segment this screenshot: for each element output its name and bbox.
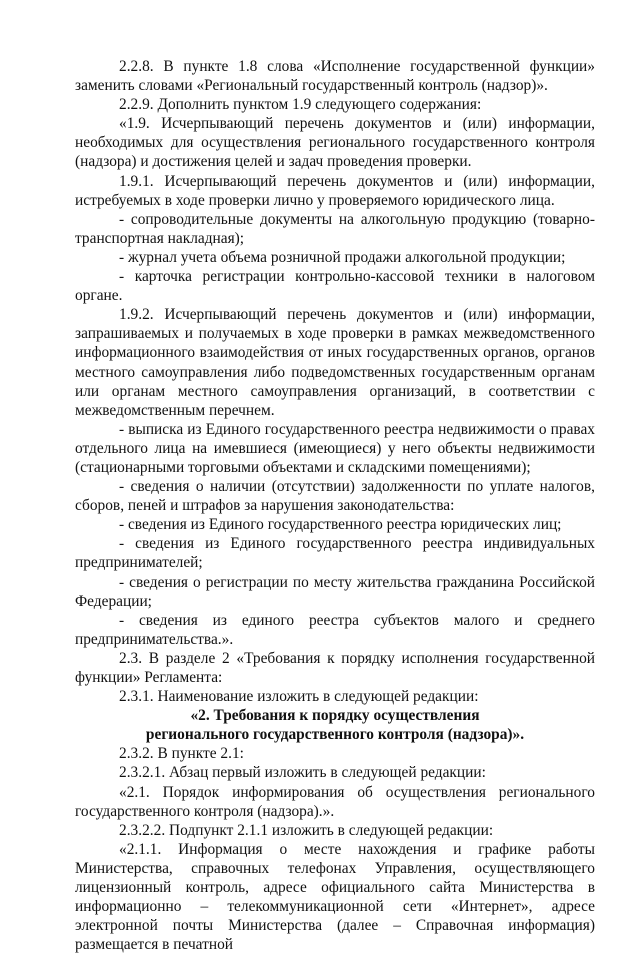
paragraph-p-2-2-8: 2.2.8. В пункте 1.8 слова «Исполнение государственной функции» заменить словами «Региональный государственный контроль (надзор)». [75, 58, 595, 95]
paragraph-p-item-5: - сведения о наличии (отсутствии) задолженности по уплате налогов, сборов, пеней и штрафов за нарушения законодательства: [75, 478, 595, 515]
paragraph-p-item-1: - сопроводительные документы на алкогольную продукцию (товарно-транспортная накладная); [75, 210, 595, 247]
paragraph-p-2-2-9: 2.2.9. Дополнить пунктом 1.9 следующего содержания: [119, 96, 482, 114]
paragraph-p-item-9: - сведения из единого реестра субъектов малого и среднего предпринимательства.». [75, 611, 595, 648]
paragraph-p-2-3-2: 2.3.2. В пункте 2.1: [119, 745, 244, 763]
paragraph-p-item-7: - сведения из Единого государственного реестра индивидуальных предпринимателей; [75, 535, 595, 572]
paragraph-p-item-6: - сведения из Единого государственного реестра юридических лиц; [119, 516, 562, 534]
paragraphs-after-heading [75, 744, 595, 954]
paragraph-p-2-3-2-2: 2.3.2.2. Подпункт 2.1.1 изложить в следующей редакции: [119, 821, 494, 839]
document-page [75, 57, 595, 954]
paragraph-p-1-9-1: 1.9.1. Исчерпывающий перечень документов и (или) информации, истребуемых в ходе проверки лично у проверяемого юридического лица. [75, 172, 595, 209]
section-heading: «2. Требования к порядку осуществления регионального государственного контроля (надзора)». [145, 707, 525, 744]
paragraph-p-2-1-1: «2.1.1. Информация о месте нахождения и графике работы Министерства, справочных телефонах Управления, осуществляющего лицензионный контроль, адресе официального сайта Министерства в информационно – телекоммуникационной сети «Интернет», адресе электронной почты Министерства (далее – Справочная информация) размещается в печатной [75, 840, 595, 954]
paragraph-p-2-1: «2.1. Порядок информирования об осуществления регионального государственного контроля (надзора).». [75, 783, 595, 820]
paragraph-p-item-8: - сведения о регистрации по месту жительства гражданина Российской Федерации; [75, 573, 595, 610]
paragraph-p-1-9-2: 1.9.2. Исчерпывающий перечень документов и (или) информации, запрашиваемых и получаемых в ходе проверки в рамках межведомственного информационного взаимодействия от иных государственных органов, органов местного самоуправления либо подведомственных государственным органам или органам местного самоуправления организаций, в соответствии с межведомственным перечнем. [75, 306, 595, 419]
paragraph-p-2-3-2-1: 2.3.2.1. Абзац первый изложить в следующей редакции: [119, 764, 486, 782]
paragraph-p-item-4: - выписка из Единого государственного реестра недвижимости о правах отдельного лица на имевшиеся (имеющиеся) у него объекты недвижимости (стационарными торговыми объектами и складскими помещениями); [75, 420, 595, 476]
paragraph-p-item-2: - журнал учета объема розничной продажи алкогольной продукции; [119, 248, 566, 266]
paragraph-p-1-9: «1.9. Исчерпывающий перечень документов и (или) информации, необходимых для осуществления регионального государственного контроля (надзора) и достижения целей и задач проведения проверки. [75, 115, 595, 171]
paragraphs-before-heading [75, 57, 595, 706]
paragraph-p-item-3: - карточка регистрации контрольно-кассовой техники в налоговом органе. [75, 268, 595, 305]
paragraph-p-2-3-1: 2.3.1. Наименование изложить в следующей редакции: [119, 688, 479, 706]
paragraph-p-2-3: 2.3. В разделе 2 «Требования к порядку исполнения государственной функции» Регламента: [75, 649, 595, 686]
